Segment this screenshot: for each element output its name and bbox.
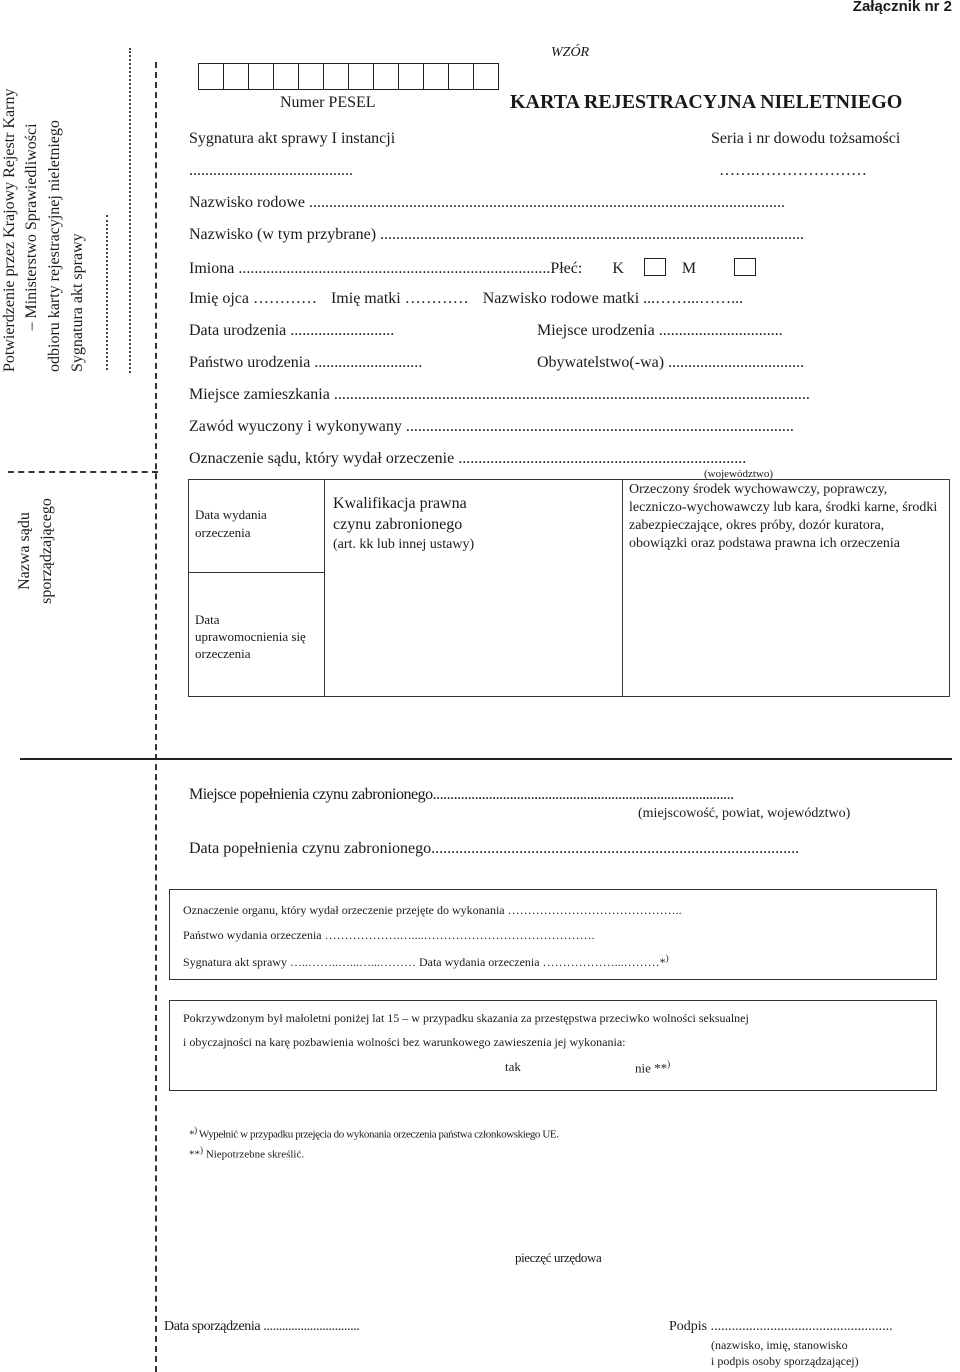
footnote-ref: )	[665, 953, 669, 963]
final-date-label-2: uprawomocnienia się	[195, 629, 306, 644]
pesel-cell[interactable]	[198, 63, 224, 90]
measure-label: Orzeczony środek wychowawczy, poprawczy, leczniczo-wychowawczy lub kara, środki karne, środki zabezpieczające, okres próby, dozór kuratora, obowiązki oraz podstawa prawna ich orzeczenia	[629, 482, 938, 551]
side-line4: Sygnatura akt sprawy	[69, 233, 86, 372]
case-signature-label: Sygnatura akt sprawy I instancji	[189, 130, 396, 147]
pesel-cell[interactable]	[373, 63, 399, 90]
cut-line-vertical	[155, 62, 157, 1372]
footnote-1-text: Wypełnić w przypadku przejęcia do wykonania orzeczenia państwa członkowskiego UE.	[196, 1128, 559, 1141]
surname-field[interactable]: Nazwisko (w tym przybrane) ..........................................................................................................	[189, 226, 805, 243]
footnote-1	[189, 1125, 559, 1141]
legal-qualification-3: (art. kk lub innej ustawy)	[333, 537, 475, 552]
side-dotted-line-1	[106, 215, 108, 370]
court-mark-field[interactable]: Oznaczenie sądu, który wydał orzeczenie ........................................................................	[189, 450, 747, 467]
signature-hint-1: (nazwisko, imię, stanowisko	[711, 1338, 848, 1352]
pesel-cell[interactable]	[398, 63, 424, 90]
footnote-ref: )	[667, 1059, 671, 1069]
side-line2: – Ministerstwo Sprawiedliwości	[23, 123, 40, 331]
issue-date-label-2: orzeczenia	[195, 525, 251, 540]
victim-line-2: i obyczajności na karę pozbawienia wolności bez warunkowego zawieszenia jej wykonania:	[183, 1035, 626, 1049]
footnote-2-sup: )	[200, 1145, 203, 1155]
table-divider	[188, 572, 324, 573]
pesel-cell[interactable]	[448, 63, 474, 90]
voivodeship-hint: (województwo)	[704, 468, 774, 480]
section-separator	[20, 758, 952, 760]
sex-m-label: M	[681, 260, 697, 277]
takeover-organ-field[interactable]: Oznaczenie organu, który wydał orzeczenie przejęte do wykonania ……………………………………..	[183, 903, 682, 917]
birth-date-field[interactable]: Data urodzenia ..........................	[189, 322, 395, 339]
citizenship-field[interactable]: Obywatelstwo(-wa) ..................................	[537, 354, 805, 371]
names-field[interactable]: Imiona ..............................................................................Płeć:	[189, 260, 583, 277]
takeover-signature-field[interactable]: Sygnatura akt sprawy …..……..…...…...……… Data wydania orzeczenia ………………...………*	[183, 955, 666, 969]
form-title: KARTA REJESTRACYJNA NIELETNIEGO	[510, 91, 903, 113]
victim-no-label: nie **	[635, 1060, 668, 1076]
mother-family-name-field[interactable]: Nazwisko rodowe matki ...……...……...	[482, 290, 744, 307]
id-document-field[interactable]: …….…………………	[719, 162, 867, 179]
family-name-field[interactable]: Nazwisko rodowe .......................................................................................................................	[189, 194, 785, 211]
pesel-cell[interactable]	[223, 63, 249, 90]
victim-yes-option[interactable]: tak	[505, 1059, 521, 1074]
pesel-cell[interactable]	[323, 63, 349, 90]
mother-name-field[interactable]: Imię matki …………	[330, 290, 469, 307]
pesel-boxes[interactable]	[199, 63, 499, 90]
footnote-1-mark: *	[189, 1128, 195, 1141]
birth-country-field[interactable]: Państwo urodzenia ...........................	[189, 354, 423, 371]
official-stamp-label: pieczęć urzędowa	[515, 1250, 602, 1265]
takeover-state-field[interactable]: Państwo wydania orzeczenia ……………….…....…………………………………….	[183, 928, 595, 942]
father-name-field[interactable]: Imię ojca …………	[189, 290, 317, 307]
court-label-1: Nazwa sądu	[16, 512, 33, 590]
court-label-2: sporządzającego	[38, 498, 55, 604]
sex-k-label: K	[612, 260, 624, 277]
residence-field[interactable]: Miejsce zamieszkania .......................................................................................................................	[189, 386, 810, 403]
cut-line-horizontal	[8, 471, 158, 473]
footnote-2-mark: **	[189, 1148, 200, 1161]
side-dotted-line-2	[129, 48, 131, 373]
side-line3: odbioru karty rejestracyjnej nieletniego	[46, 120, 63, 372]
sex-m-checkbox[interactable]	[734, 258, 756, 276]
victim-no-option[interactable]	[635, 1059, 670, 1076]
final-date-label-3: orzeczenia	[195, 646, 251, 661]
pesel-cell[interactable]	[273, 63, 299, 90]
victim-line-1: Pokrzywdzonym był małoletni poniżej lat 15 – w przypadku skazania za przestępstwa przeciwko wolności seksualnej	[183, 1011, 749, 1025]
side-line1: Potwierdzenie przez Krajowy Rejestr Karny	[1, 88, 18, 372]
final-date-label-1: Data	[195, 612, 220, 627]
takeover-signature-row[interactable]	[183, 953, 669, 970]
legal-qualification-2: czynu zabronionego	[333, 516, 463, 533]
pesel-cell[interactable]	[248, 63, 274, 90]
footnote-2	[189, 1145, 304, 1161]
birth-place-field[interactable]: Miejsce urodzenia ...............................	[537, 322, 783, 339]
pesel-cell[interactable]	[348, 63, 374, 90]
offence-place-field[interactable]: Miejsce popełnienia czynu zabronionego......................................................................................	[189, 786, 734, 803]
case-signature-field[interactable]: .........................................	[189, 162, 353, 179]
template-label: WZÓR	[551, 45, 590, 60]
offence-date-field[interactable]: Data popełnienia czynu zabronionego............................................................................................	[189, 840, 800, 857]
id-document-label: Seria i nr dowodu tożsamości	[711, 130, 901, 147]
pesel-cell[interactable]	[298, 63, 324, 90]
issue-date-label-1: Data wydania	[195, 507, 267, 522]
made-date-field[interactable]: Data sporządzenia ...............................	[164, 1319, 360, 1334]
sex-k-checkbox[interactable]	[644, 258, 666, 276]
attachment-label: Załącznik nr 2	[852, 0, 952, 15]
signature-field[interactable]: Podpis ....................................................	[669, 1319, 893, 1334]
names-sex-row	[189, 258, 756, 278]
legal-qualification-1: Kwalifikacja prawna	[333, 495, 467, 512]
parents-row	[189, 290, 743, 308]
profession-field[interactable]: Zawód wyuczony i wykonywany .................................................................................................	[189, 418, 794, 435]
footnote-2-text: Niepotrzebne skreślić.	[203, 1148, 305, 1161]
table-divider	[324, 479, 325, 697]
footnote-1-sup: )	[194, 1125, 197, 1135]
signature-hint-2: i podpis osoby sporządzającej)	[711, 1354, 859, 1368]
pesel-label: Numer PESEL	[280, 94, 376, 111]
table-divider	[622, 479, 623, 697]
pesel-cell[interactable]	[423, 63, 449, 90]
offence-place-hint: (miejscowość, powiat, województwo)	[638, 806, 851, 821]
pesel-cell[interactable]	[473, 63, 499, 90]
